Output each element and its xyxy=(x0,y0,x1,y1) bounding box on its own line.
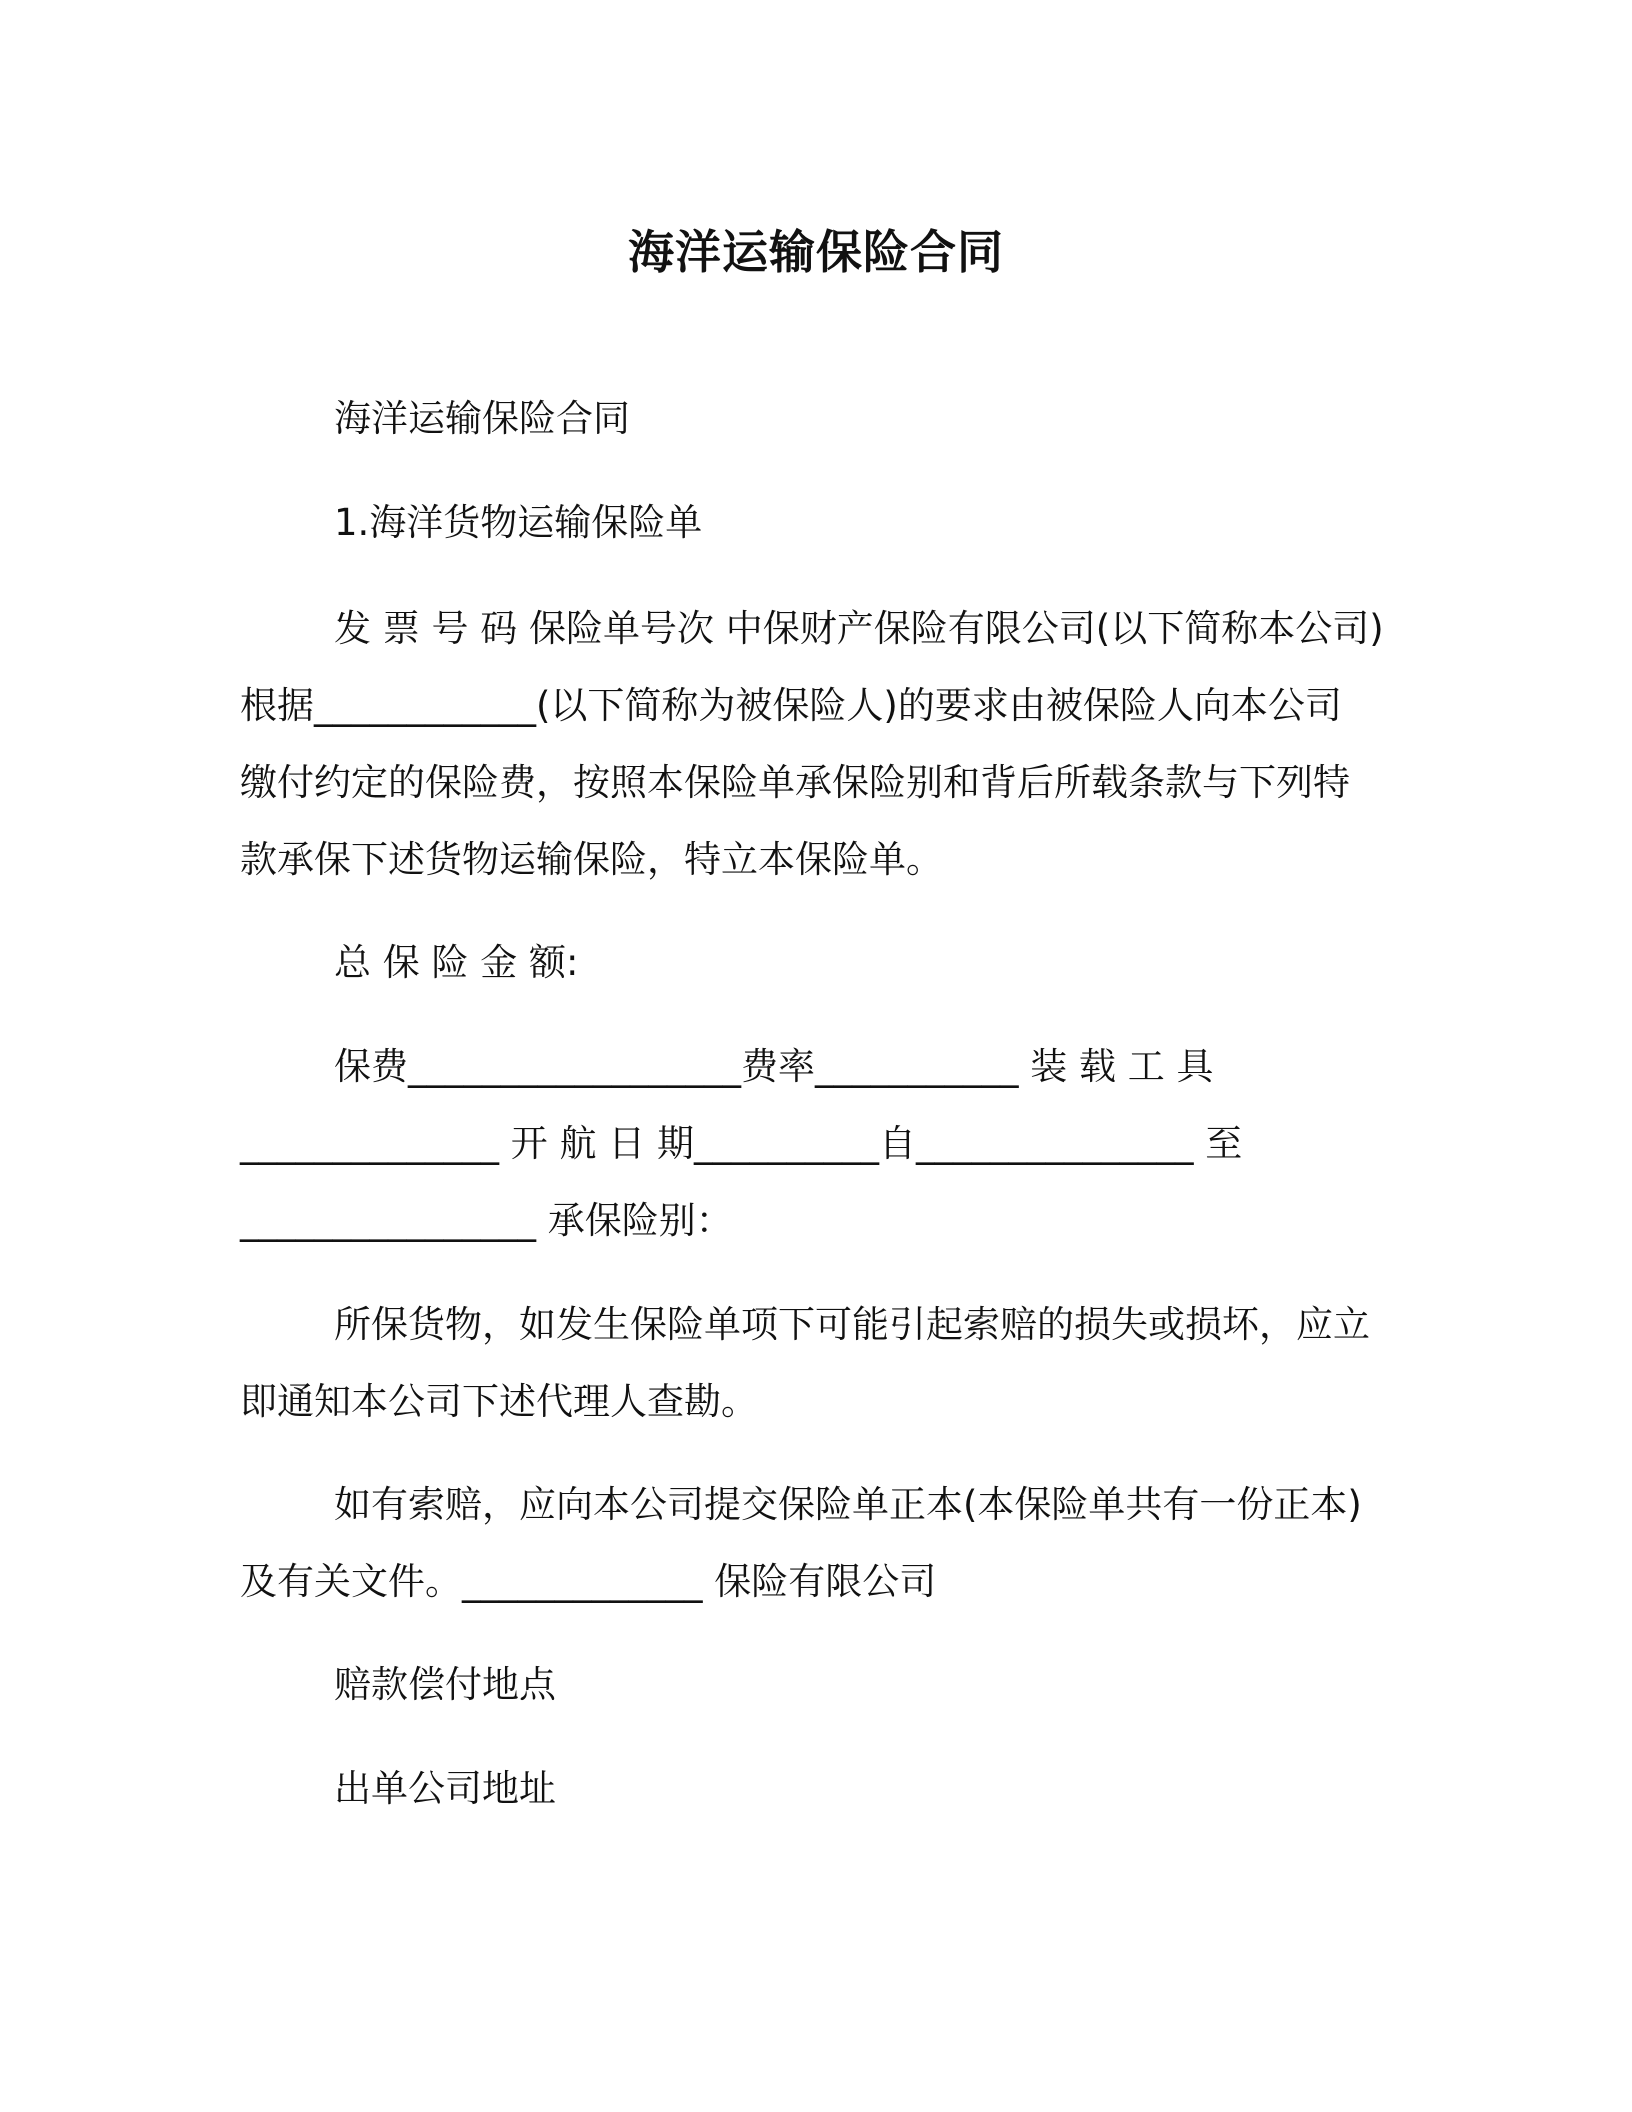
intro-line-2: 根据____________(以下简称为被保险人)的要求由被保险人向本公司 xyxy=(240,684,1342,727)
total-insured-amount xyxy=(240,924,1410,1001)
intro-paragraph xyxy=(240,590,1410,898)
notice-line-1: 所保货物，如发生保险单项下可能引起索赔的损失或损坏，应立 xyxy=(334,1303,1370,1346)
issuer-address-label: 出单公司地址 xyxy=(334,1767,556,1810)
section-title-text: 1.海洋货物运输保险单 xyxy=(334,501,703,544)
claims-line-1: 如有索赔，应向本公司提交保险单正本(本保险单共有一份正本) xyxy=(334,1483,1362,1526)
section-title xyxy=(240,484,1410,561)
payment-place-label: 赔款偿付地点 xyxy=(334,1663,556,1706)
notice-line-2: 即通知本公司下述代理人查勘。 xyxy=(240,1380,758,1423)
issuer-address xyxy=(240,1750,1410,1827)
fields-line-2: ______________ 开 航 日 期__________自_______________ 至 xyxy=(240,1122,1243,1165)
intro-line-3: 缴付约定的保险费，按照本保险单承保险别和背后所载条款与下列特 xyxy=(240,761,1350,804)
notice-paragraph xyxy=(240,1286,1410,1440)
fields-paragraph xyxy=(240,1028,1410,1259)
fields-line-1: 保费__________________费率___________ 装 载 工 具 xyxy=(334,1045,1214,1088)
fields-line-3: ________________ 承保险别： xyxy=(240,1199,733,1242)
intro-line-1: 发 票 号 码 保险单号次 中保财产保险有限公司(以下简称本公司) xyxy=(334,607,1384,650)
intro-line-4: 款承保下述货物运输保险，特立本保险单。 xyxy=(240,838,943,881)
payment-place xyxy=(240,1646,1410,1723)
claims-paragraph xyxy=(240,1466,1410,1620)
claims-line-2: 及有关文件。_____________ 保险有限公司 xyxy=(240,1560,937,1603)
contract-heading-text: 海洋运输保险合同 xyxy=(334,397,630,440)
total-insured-label: 总 保 险 金 额: xyxy=(334,941,579,984)
document-title: 海洋运输保险合同 xyxy=(628,225,1004,279)
contract-heading xyxy=(240,380,1410,457)
